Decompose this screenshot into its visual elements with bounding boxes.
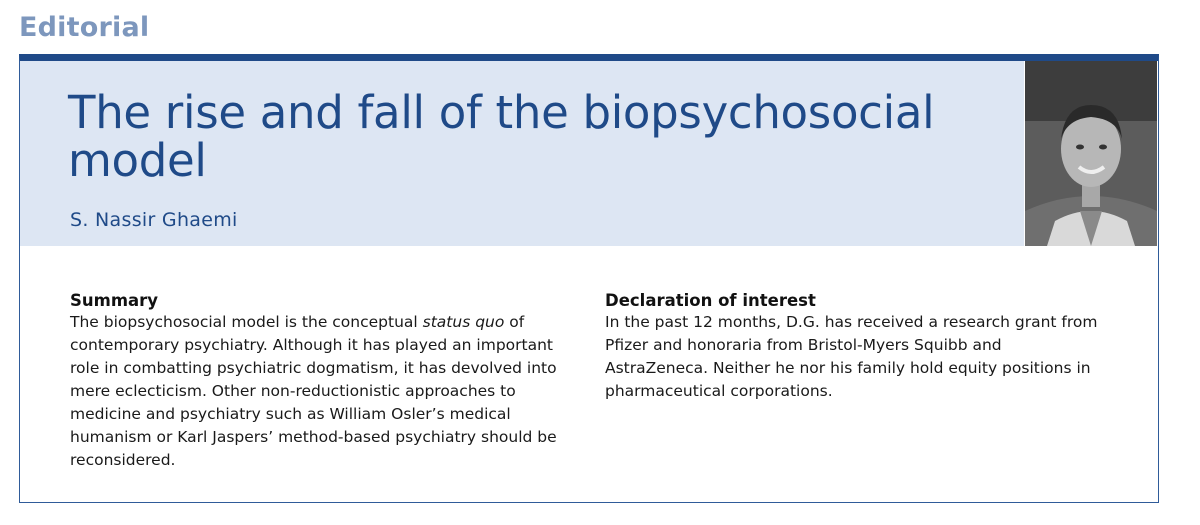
- article-frame: [19, 54, 1159, 503]
- summary-text: The biopsychosocial model is the conceptual status quo of contemporary psychiatry. Although it has played an important role in combatting psychiatric dogmatism, it has devolved into mere eclecticism. Other non-reductionistic approaches to medicine and psychiatry such as William Osler’s medical humanism or Karl Jaspers’ method-based psychiatry should be reconsidered.: [70, 313, 557, 469]
- summary-section: [70, 290, 570, 472]
- article-title: The rise and fall of the biopsychosocial model: [68, 86, 935, 187]
- title-band: [20, 61, 1024, 246]
- author-portrait-illustration: [1025, 61, 1157, 246]
- author-name: S. Nassir Ghaemi: [70, 209, 238, 231]
- declaration-heading: Declaration of interest: [605, 291, 816, 310]
- summary-italic-term: status quo: [422, 313, 505, 331]
- summary-heading: Summary: [70, 291, 159, 310]
- declaration-section: [605, 290, 1105, 403]
- author-photo: [1025, 61, 1157, 246]
- section-label: Editorial: [19, 12, 150, 43]
- declaration-text: In the past 12 months, D.G. has received a research grant from Pfizer and honoraria from Bristol-Myers Squibb and AstraZeneca. Neither he nor his family hold equity positions in pharmaceutical corporations.: [605, 313, 1098, 400]
